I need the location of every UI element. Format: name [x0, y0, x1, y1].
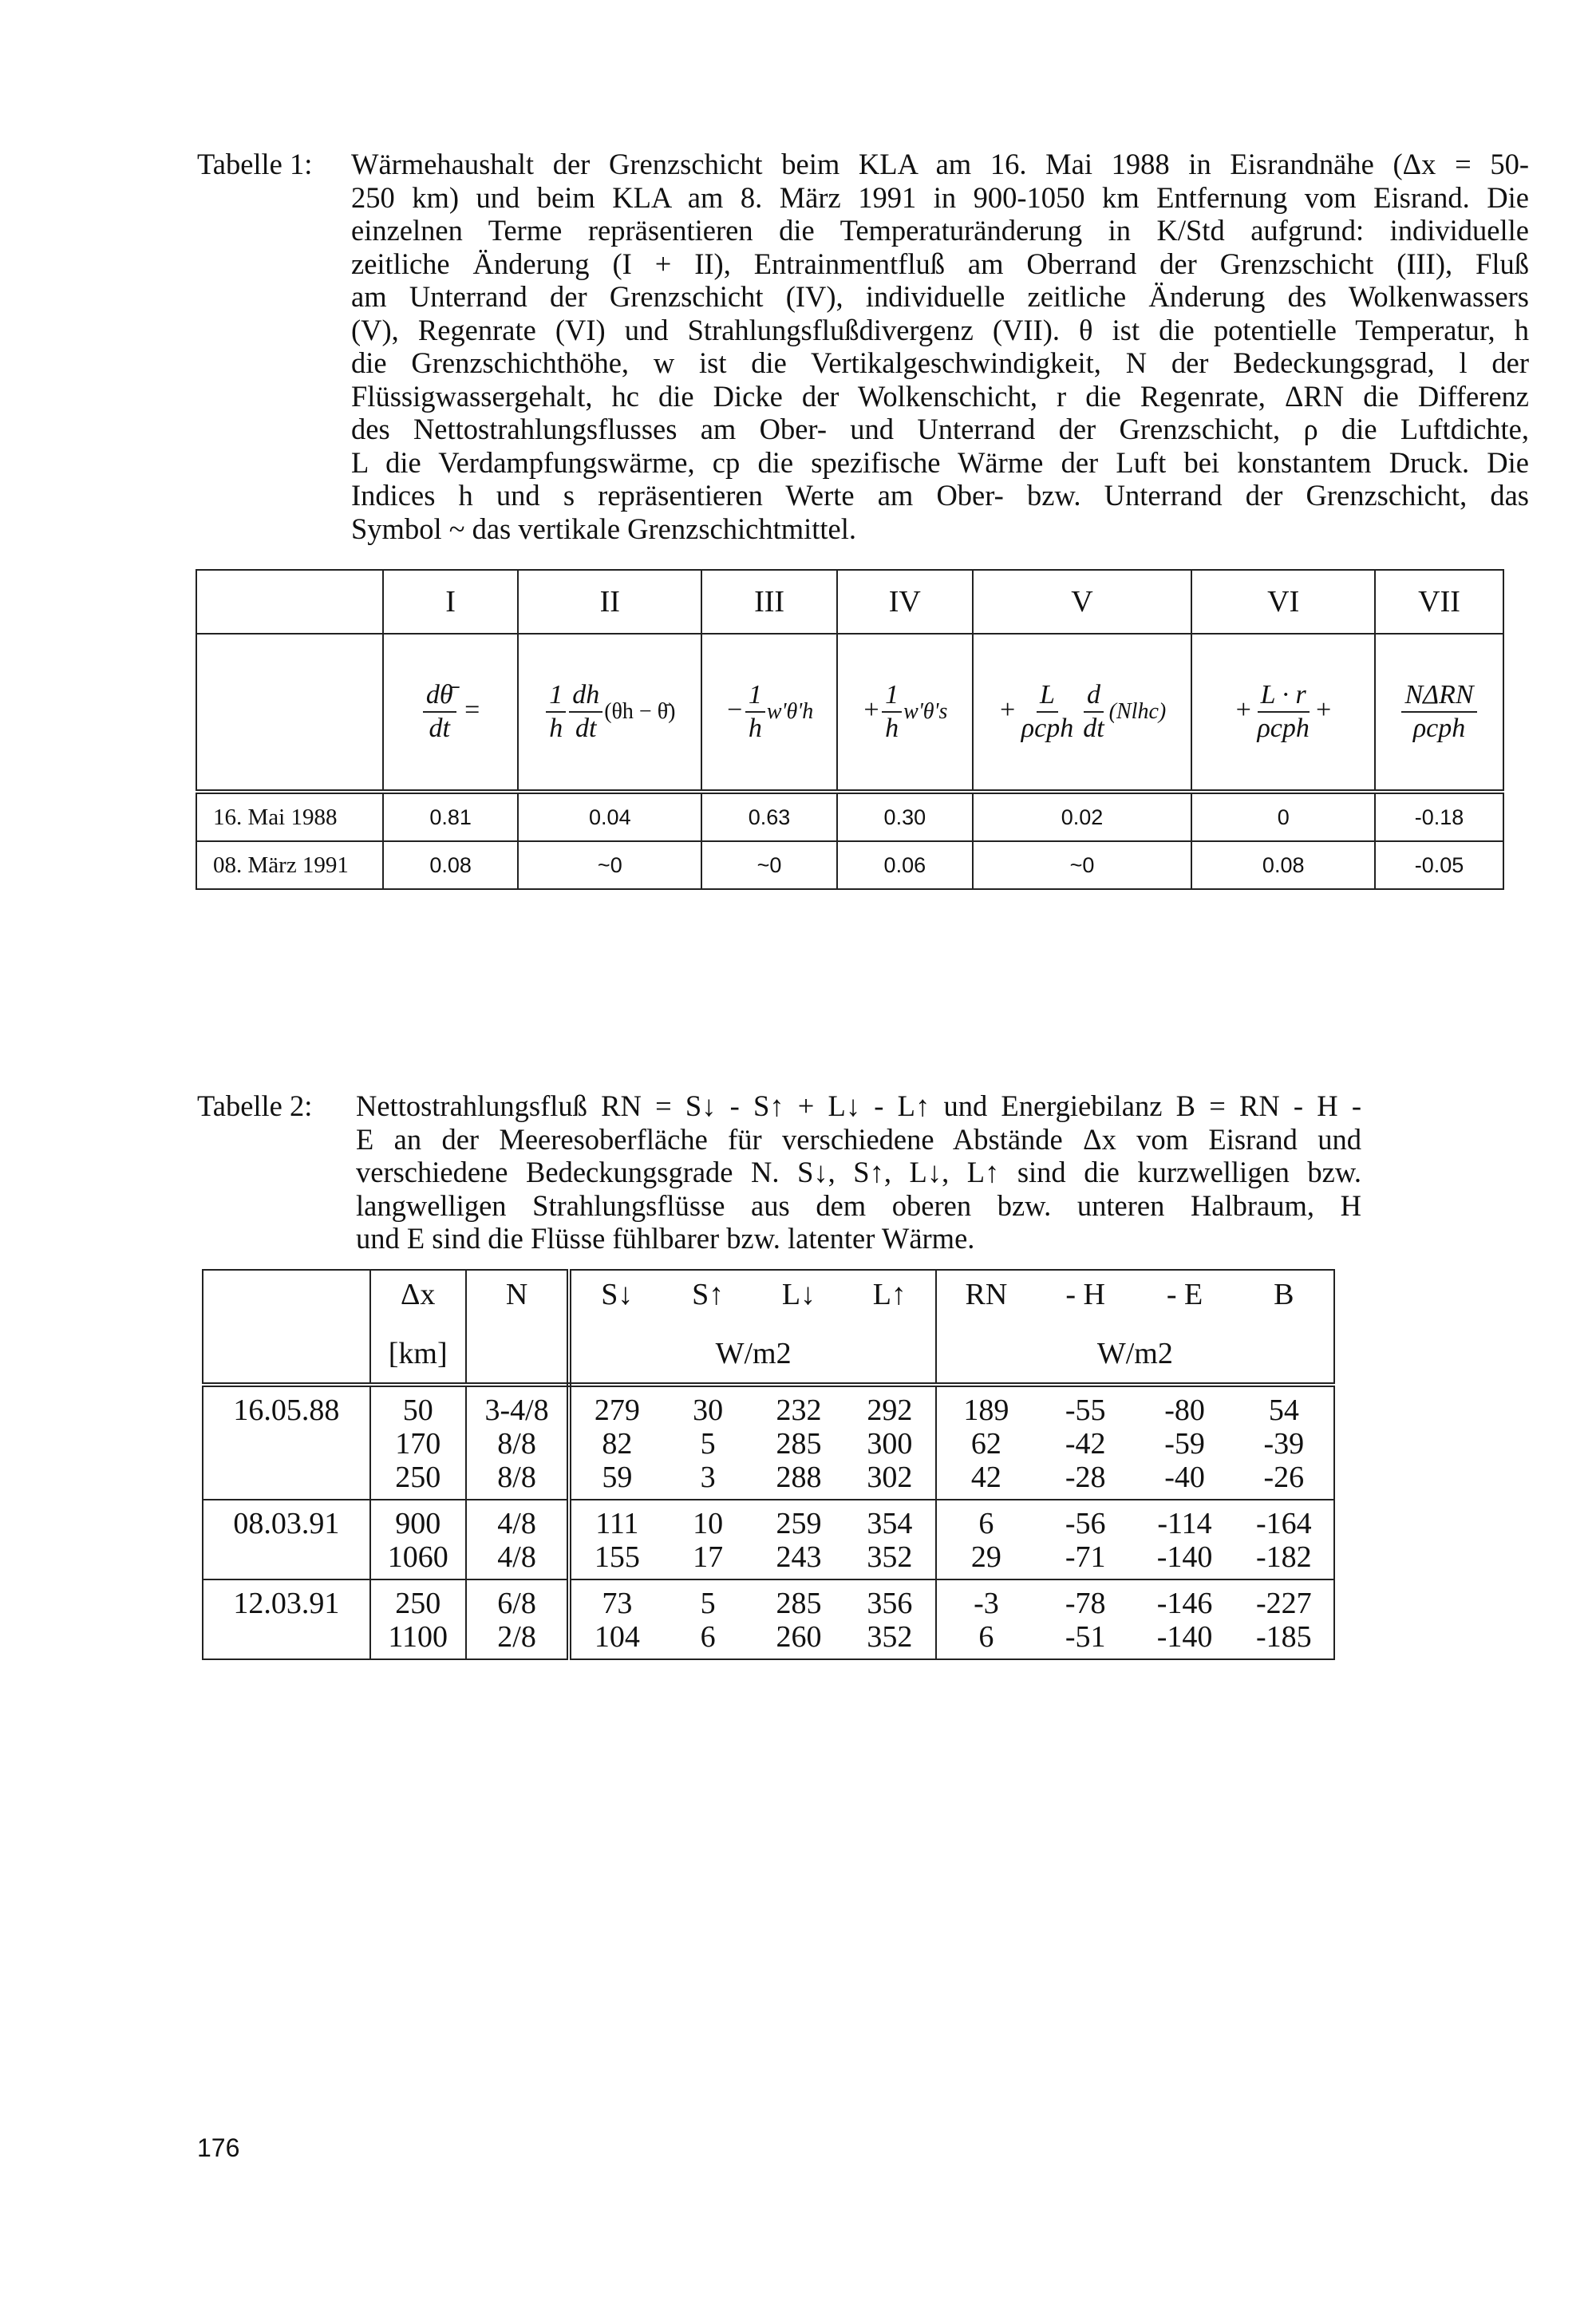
rn-value: 29 [970, 1540, 1001, 1574]
n-cell [466, 1579, 570, 1659]
date-cell [203, 1579, 370, 1659]
table-row [196, 841, 1503, 889]
b-value: -26 [1263, 1461, 1305, 1494]
radiation-cell [569, 1385, 935, 1500]
radiation-balance-table [202, 1269, 1335, 1660]
l-down-value: 243 [776, 1540, 822, 1574]
s-up-value: 30 [693, 1394, 724, 1427]
l-up-value: 356 [867, 1587, 913, 1620]
e-value: -59 [1164, 1427, 1205, 1461]
table-cell: 0.81 [383, 792, 519, 841]
e-value: -140 [1156, 1620, 1213, 1654]
table-cell: 0.02 [973, 792, 1192, 841]
formula-text: (θh − θ̄) [604, 698, 676, 724]
caption-line: am Unterrand der Grenzschicht (IV), individuelle zeitliche Änderung des Wolkenwassers [351, 280, 1529, 313]
s-down-value: 73 [602, 1587, 633, 1620]
flux-cell [936, 1500, 1334, 1579]
caption-line: Indices h und s repräsentieren Werte am Ober- bzw. Unterrand der Grenzschicht, das [351, 479, 1529, 512]
flux-cell [936, 1385, 1334, 1500]
table2-caption [197, 1089, 1362, 1265]
formula-text: ρcph [1412, 714, 1466, 743]
n-value: 8/8 [497, 1461, 536, 1494]
formula-text: 1 [546, 679, 566, 713]
table-row [203, 1500, 1334, 1579]
l-up-value: 352 [867, 1620, 913, 1654]
table1-caption-label: Tabelle 1: [197, 148, 313, 180]
l-down-value: 259 [776, 1507, 822, 1540]
formula-text: dt [1083, 714, 1104, 743]
dx-header [370, 1270, 466, 1385]
b-header: B [1274, 1278, 1294, 1311]
formula-text: (Nlhc) [1108, 698, 1167, 724]
table2-caption-label: Tabelle 2: [197, 1089, 313, 1122]
column-header: III [701, 570, 837, 634]
e-value: -114 [1157, 1507, 1212, 1540]
table-row [203, 1385, 1334, 1500]
l-up-header: L↑ [872, 1278, 907, 1311]
caption-line: die Grenzschichthöhe, w ist die Vertikalgeschwindigkeit, N der Bedeckungsgrad, l der [351, 346, 1529, 379]
l-down-value: 232 [776, 1394, 822, 1427]
table1-formula-row [196, 634, 1503, 792]
s-up-value: 10 [693, 1507, 724, 1540]
formula-term-I [383, 634, 519, 792]
b-value: -39 [1263, 1427, 1305, 1461]
h-value: -56 [1065, 1507, 1106, 1540]
dx-value: 50 [402, 1394, 433, 1427]
l-down-value: 260 [776, 1620, 822, 1654]
formula-text: − [725, 694, 744, 725]
caption-line: des Nettostrahlungsflusses am Ober- und Unterrand der Grenzschicht, ρ die Luftdichte, [351, 413, 1529, 445]
l-down-value: 285 [776, 1427, 822, 1461]
table1-caption-text [351, 148, 1529, 545]
table2-header-row [203, 1270, 1334, 1385]
date-label: 12.03.91 [233, 1587, 340, 1620]
formula-text: + [998, 694, 1017, 725]
e-header: - E [1166, 1278, 1203, 1311]
caption-line: Symbol ~ das vertikale Grenzschichtmittel. [351, 512, 856, 545]
e-value: -80 [1164, 1394, 1205, 1427]
n-value: 2/8 [497, 1620, 536, 1654]
formula-text: dt [575, 714, 597, 743]
h-value: -71 [1065, 1540, 1106, 1574]
dx-cell [370, 1579, 466, 1659]
s-down-value: 104 [594, 1620, 640, 1654]
b-value: -182 [1256, 1540, 1312, 1574]
l-up-value: 300 [867, 1427, 913, 1461]
formula-text: dt [429, 714, 450, 743]
b-value: 54 [1268, 1394, 1299, 1427]
column-header: V [973, 570, 1192, 634]
n-value: 6/8 [497, 1587, 536, 1620]
formula-text: d [1084, 679, 1104, 713]
date-label: 16.05.88 [233, 1394, 340, 1427]
table-cell: 0.30 [837, 792, 973, 841]
caption-line: Wärmehaushalt der Grenzschicht beim KLA am 16. Mai 1988 in Eisrandnähe (Δx = 50- [351, 148, 1529, 180]
l-down-value: 285 [776, 1587, 822, 1620]
column-header: VI [1191, 570, 1375, 634]
formula-text: h [748, 714, 762, 743]
radiation-unit: W/m2 [715, 1337, 792, 1370]
formula-term-VII [1375, 634, 1503, 792]
l-up-value: 302 [867, 1461, 913, 1494]
table-cell: 0.08 [1191, 841, 1375, 889]
table-cell: ~0 [701, 841, 837, 889]
dx-value: 1100 [388, 1620, 448, 1654]
formula-text: h [885, 714, 899, 743]
table-cell: 0 [1191, 792, 1375, 841]
caption-line: zeitliche Änderung (I + II), Entrainmentfluß am Oberrand der Grenzschicht (III), Fluß [351, 247, 1529, 280]
row-label: 08. März 1991 [196, 841, 383, 889]
column-header: IV [837, 570, 973, 634]
s-up-header: S↑ [692, 1278, 725, 1311]
h-value: -42 [1065, 1427, 1106, 1461]
caption-line: 250 km) und beim KLA am 8. März 1991 in 900-1050 km Entfernung vom Eisrand. Die [351, 180, 1529, 214]
formula-text: h [549, 714, 563, 743]
rn-header: RN [965, 1278, 1008, 1311]
table-cell: 0.04 [518, 792, 701, 841]
n-value: 4/8 [497, 1540, 536, 1574]
caption-line: L die Verdampfungswärme, cp die spezifische Wärme der Luft bei konstantem Druck. Die [351, 445, 1529, 479]
n-value: 8/8 [497, 1427, 536, 1461]
page-number: 176 [197, 2133, 240, 2162]
s-up-value: 3 [700, 1461, 716, 1494]
table1-header-row [196, 570, 1503, 634]
b-value: -164 [1256, 1507, 1312, 1540]
table2-corner-cell [203, 1270, 370, 1385]
formula-text: L [1037, 679, 1058, 713]
table2-body [203, 1385, 1334, 1659]
dx-value: 1060 [387, 1540, 448, 1574]
dx-unit: [km] [388, 1337, 448, 1370]
caption-line: einzelnen Terme repräsentieren die Temperaturänderung in K/Std aufgrund: individuelle [351, 214, 1529, 247]
caption-line: und E sind die Flüsse fühlbarer bzw. latenter Wärme. [356, 1222, 975, 1255]
formula-term-VI [1191, 634, 1375, 792]
n-header [466, 1270, 570, 1385]
l-down-header: L↓ [781, 1278, 816, 1311]
radiation-cell [569, 1500, 935, 1579]
row-label: 16. Mai 1988 [196, 792, 383, 841]
caption-line: verschiedene Bedeckungsgrade N. S↓, S↑, L↓, L↑ sind die kurzwelligen bzw. [356, 1156, 1361, 1188]
h-header: - H [1065, 1278, 1105, 1311]
h-value: -78 [1065, 1587, 1106, 1620]
rn-value: -3 [974, 1587, 999, 1620]
h-value: -51 [1065, 1620, 1106, 1654]
formula-text: ρcph [1021, 714, 1074, 743]
formula-text: w'θ's [903, 698, 948, 724]
formula-text: 1 [745, 679, 765, 713]
formula-text: = [464, 694, 480, 725]
table2-caption-text [356, 1089, 1361, 1255]
rn-value: 62 [970, 1427, 1001, 1461]
formula-text: 1 [882, 679, 902, 713]
s-up-value: 17 [693, 1540, 724, 1574]
l-up-value: 292 [867, 1394, 913, 1427]
dx-cell [370, 1385, 466, 1500]
heat-budget-table [196, 569, 1504, 890]
table-cell: 0.08 [383, 841, 519, 889]
s-down-value: 59 [602, 1461, 633, 1494]
caption-line: E an der Meeresoberfläche für verschiedene Abstände Δx vom Eisrand und [356, 1122, 1361, 1156]
s-down-value: 82 [602, 1427, 633, 1461]
flux-cell [936, 1579, 1334, 1659]
dx-value: 170 [395, 1427, 441, 1461]
formula-text: + [1234, 694, 1253, 725]
table-cell: ~0 [973, 841, 1192, 889]
formula-term-II [518, 634, 701, 792]
rn-value: 6 [978, 1507, 994, 1540]
table-cell: -0.18 [1375, 792, 1503, 841]
s-up-value: 5 [700, 1427, 716, 1461]
l-down-value: 288 [776, 1461, 822, 1494]
formula-term-IV [837, 634, 973, 792]
formula-text: dθ̄ [423, 679, 456, 713]
e-value: -146 [1156, 1587, 1213, 1620]
n-label: N [505, 1278, 528, 1311]
e-value: -40 [1164, 1461, 1205, 1494]
n-value: 3-4/8 [484, 1394, 549, 1427]
dx-value: 250 [395, 1461, 441, 1494]
table1-caption [197, 148, 1530, 563]
rn-value: 6 [978, 1620, 994, 1654]
n-cell [466, 1385, 570, 1500]
l-up-value: 352 [867, 1540, 913, 1574]
table-row [203, 1579, 1334, 1659]
caption-line: langwelligen Strahlungsflüsse aus dem oberen bzw. unteren Halbraum, H [356, 1188, 1361, 1222]
s-down-value: 279 [594, 1394, 640, 1427]
formula-text: + [862, 694, 881, 725]
column-header: VII [1375, 570, 1503, 634]
dx-label: Δx [401, 1278, 436, 1311]
radiation-cell [569, 1579, 935, 1659]
formula-text: NΔRN [1401, 679, 1476, 713]
dx-cell [370, 1500, 466, 1579]
n-value: 4/8 [497, 1507, 536, 1540]
table-cell: -0.05 [1375, 841, 1503, 889]
formula-text: + [1314, 694, 1333, 725]
date-label: 08.03.91 [233, 1507, 340, 1540]
flux-header [936, 1270, 1334, 1385]
formula-empty-cell [196, 634, 383, 792]
b-value: -227 [1256, 1587, 1312, 1620]
s-down-header: S↓ [601, 1278, 634, 1311]
dx-value: 250 [395, 1587, 441, 1620]
formula-term-V [973, 634, 1192, 792]
dx-value: 900 [395, 1507, 441, 1540]
table-cell: ~0 [518, 841, 701, 889]
caption-line: (V), Regenrate (VI) und Strahlungsflußdivergenz (VII). θ ist die potentielle Temperatur, h [351, 313, 1529, 346]
table-cell: 0.06 [837, 841, 973, 889]
rn-value: 189 [963, 1394, 1009, 1427]
e-value: -140 [1156, 1540, 1213, 1574]
flux-unit: W/m2 [1096, 1337, 1173, 1370]
column-header: II [518, 570, 701, 634]
b-value: -185 [1256, 1620, 1312, 1654]
l-up-value: 354 [867, 1507, 913, 1540]
h-value: -55 [1065, 1394, 1106, 1427]
table-row [196, 792, 1503, 841]
formula-term-III [701, 634, 837, 792]
s-down-value: 155 [594, 1540, 640, 1574]
h-value: -28 [1065, 1461, 1106, 1494]
table-cell: 0.63 [701, 792, 837, 841]
s-up-value: 5 [700, 1587, 716, 1620]
date-cell [203, 1385, 370, 1500]
n-cell [466, 1500, 570, 1579]
caption-line: Nettostrahlungsfluß RN = S↓ - S↑ + L↓ - L↑ und Energiebilanz B = RN - H - [356, 1089, 1361, 1122]
formula-text: dh [569, 679, 602, 713]
radiation-header [569, 1270, 935, 1385]
table1-corner-cell [196, 570, 383, 634]
s-down-value: 111 [595, 1507, 639, 1540]
formula-text: w'θ'h [766, 698, 814, 724]
column-header: I [383, 570, 519, 634]
rn-value: 42 [970, 1461, 1001, 1494]
s-up-value: 6 [700, 1620, 716, 1654]
caption-line: Flüssigwassergehalt, hc die Dicke der Wolkenschicht, r die Regenrate, ΔRN die Differenz [351, 379, 1529, 413]
formula-text: L · r [1258, 679, 1310, 713]
formula-text: ρcph [1257, 714, 1310, 743]
date-cell [203, 1500, 370, 1579]
